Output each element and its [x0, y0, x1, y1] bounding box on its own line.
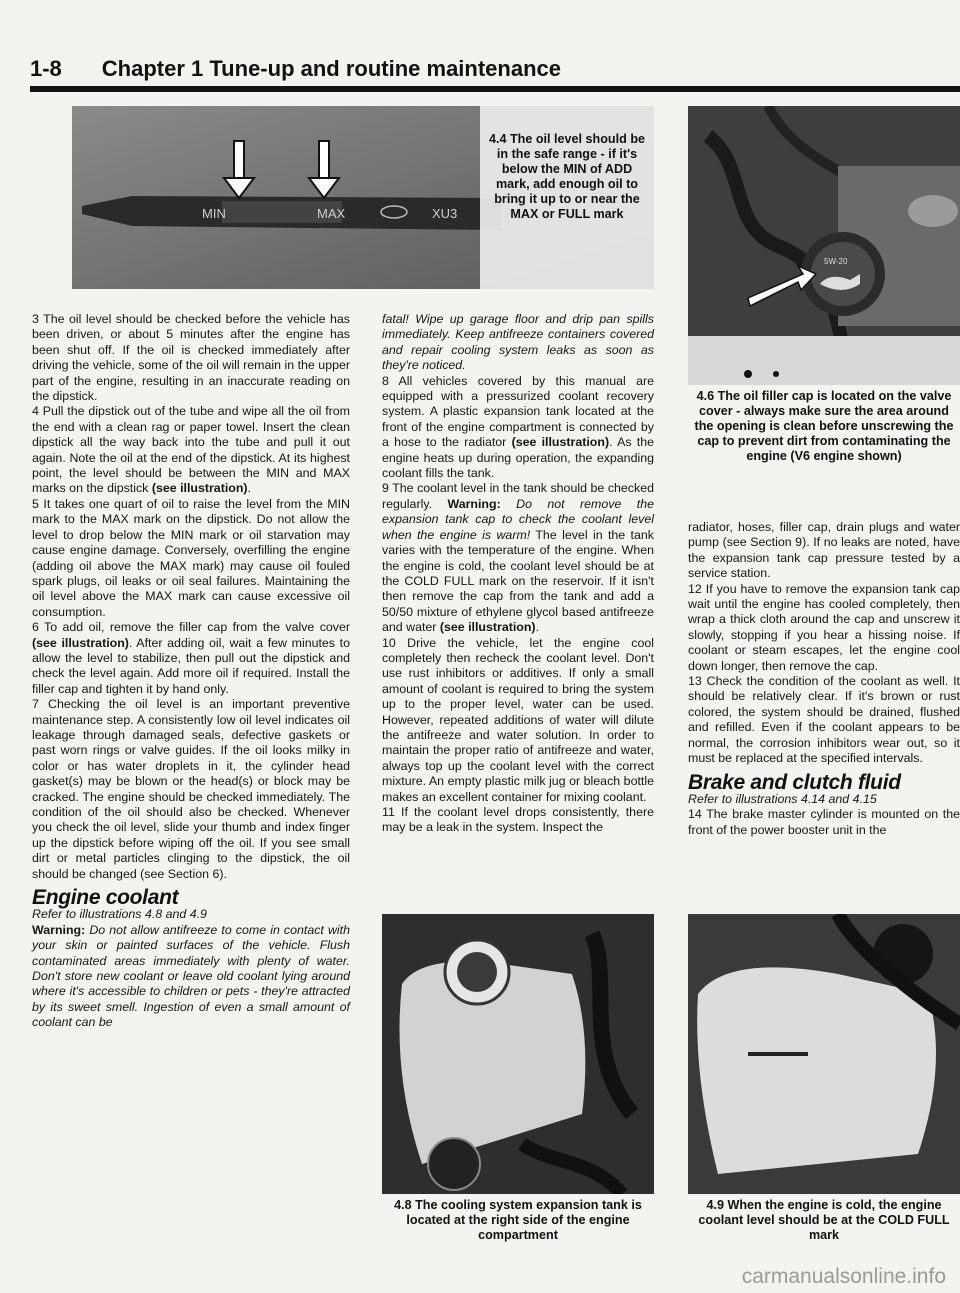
chapter-title: Chapter 1 Tune-up and routine maintenance: [101, 56, 561, 81]
paragraph-11-continued: radiator, hoses, filler cap, drain plugs and water pump (see Section 9). If no leaks are noted, have the expansion tank cap pressure tested by a service station.: [688, 520, 960, 581]
cap-grade-label: 5W-20: [824, 257, 848, 266]
dipstick-min-label: MIN: [202, 206, 226, 221]
figure-4-6-photo: [688, 106, 960, 385]
figure-4-9-caption: 4.9 When the engine is cold, the engine coolant level should be at the COLD FULL mark: [698, 1198, 950, 1242]
dipstick-max-label: MAX: [317, 206, 346, 221]
figure-4-8-photo: [382, 914, 654, 1194]
paragraph-4: 4 Pull the dipstick out of the tube and wipe all the oil from the end with a clean rag or paper towel. Insert the clean dipstick all the way back into the tube and pull it out again. Note the oil at the end of the dipstick. At its highest point, the level should be between the MIN and MAX marks on the dipstick (see illustration).: [32, 404, 350, 496]
figure-4-4-caption: 4.4 The oil level should be in the safe range - if it's below the MIN of ADD mark, add enough oil to bring it up to or near the MAX or FULL mark: [488, 132, 646, 221]
text-column-1: [32, 312, 350, 1031]
paragraph-3: 3 The oil level should be checked before the vehicle has been driven, or about 5 minutes after the engine has been shut off. If the oil is checked immediately after driving the vehicle, some of the oil will remain in the upper part of the engine, resulting in an inaccurate reading on the dipstick.: [32, 312, 350, 404]
figure-4-8-caption: 4.8 The cooling system expansion tank is located at the right side of the engine compartment: [394, 1198, 642, 1242]
paragraph-8: 8 All vehicles covered by this manual are equipped with a pressurized coolant recovery system. A plastic expansion tank located at the front of the engine compartment is connected by a hose to the radiator (see illustration). As the engine heats up during operation, the expanding coolant fills the tank.: [382, 373, 655, 481]
section-title-engine-coolant: Engine coolant: [32, 886, 179, 910]
paragraph-14: 14 The brake master cylinder is mounted on the front of the power booster unit in the: [688, 807, 960, 837]
coolant-tank-image: [382, 914, 654, 1194]
figure-4-6-caption: 4.6 The oil filler cap is located on the valve cover - always make sure the area around the opening is clean before unscrewing the cap to prevent dirt from contaminating the engine (V6 engine shown): [694, 389, 954, 463]
ford-logo-icon: [908, 195, 958, 227]
figure-4-4-photo: [72, 106, 654, 289]
paragraph-13: 13 Check the condition of the coolant as well. It should be relatively clear. If it's brown or rust colored, the system should be drained, flushed and refilled. Even if the coolant appears to be normal, the corrosion inhibitors wear out, so it must be replaced at the specified intervals.: [688, 674, 960, 766]
text-column-3: [688, 520, 960, 838]
coolant-level-image: [688, 914, 960, 1194]
section-title-brake-clutch-fluid: Brake and clutch fluid: [688, 770, 901, 794]
paragraph-7: 7 Checking the oil level is an important preventive maintenance step. A consistently low oil level indicates oil leakage through damaged seals, defective gaskets or past worn rings or valve guides. If the oil looks milky in color or has water droplets in it, the cylinder head gasket(s) may be blown or the head(s) or block may be cracked. The engine should be checked immediately. The condition of the oil should also be checked. Whenever you check the oil level, slide your thumb and index finger up the dipstick before wiping off the oil. If you see small dirt or metal particles clinging to the dipstick, the oil should be changed (see Section 6).: [32, 697, 350, 881]
text-column-2: [382, 312, 654, 836]
page-header: [30, 56, 561, 82]
section-reference: Refer to illustrations 4.14 and 4.15: [688, 791, 877, 806]
oil-filler-cap-image: [688, 106, 960, 385]
watermark: carmanualsonline.info: [741, 1265, 946, 1288]
header-rule: [30, 86, 960, 92]
warning-continuation: fatal! Wipe up garage floor and drip pan spills immediately. Keep antifreeze containers covered and repair cooling system leaks as soon as they're noticed.: [382, 312, 654, 373]
paragraph-6: 6 To add oil, remove the filler cap from the valve cover (see illustration). After adding oil, wait a few minutes to allow the level to stabilize, then pull out the dipstick and check the level again. Add more oil if required. Install the filler cap and tighten it by hand only.: [32, 620, 350, 696]
dipstick-xu3-label: XU3: [432, 206, 458, 221]
coolant-reservoir: [697, 967, 936, 1174]
section-reference: Refer to illustrations 4.8 and 4.9: [32, 907, 207, 922]
paragraph-12: 12 If you have to remove the expansion tank cap wait until the engine has cooled completely, then wrap a thick cloth around the cap and unscrew it slowly, stopping if you hear a hissing noise. If coolant or steam escapes, let the engine cool down longer, then remove the cap.: [688, 581, 960, 673]
page-number: 1-8: [30, 56, 62, 81]
warning-paragraph: Warning: Do not allow antifreeze to come in contact with your skin or painted surfaces of the vehicle. Flush contaminated areas immediately with plenty of water. Don't store new coolant or leave old coolant lying around where it's accessible to children or pets - they're attracted by its sweet smell. Ingestion of even a small amount of coolant can be: [32, 922, 350, 1030]
paragraph-11: 11 If the coolant level drops consistently, there may be a leak in the system. Inspect the: [382, 805, 654, 835]
figure-4-9-photo: [688, 914, 960, 1194]
paragraph-9: 9 The coolant level in the tank should be checked regularly. Warning: Do not remove the expansion tank cap to check the coolant level when the engine is warm! The level in the tank varies with the temperature of the engine. When the engine is cold, the coolant level should be at the COLD FULL mark on the reservoir. If it isn't then remove the cap from the tank and add a 50/50 mixture of ethylene glycol based antifreeze and water (see illustration).: [382, 481, 655, 635]
paragraph-5: 5 It takes one quart of oil to raise the level from the MIN mark to the MAX mark on the dipstick. Do not allow the level to drop below the MIN mark or oil starvation may cause engine damage. Conversely, overfilling the engine (adding oil above the MAX mark) may cause oil fouled spark plugs, oil leaks or oil seal failures. Maintaining the oil level above the MAX mark can cause excessive oil consumption.: [32, 496, 350, 619]
paragraph-10: 10 Drive the vehicle, let the engine cool completely then recheck the coolant level. Don't use rust inhibitors or additives. If only a small amount of coolant is required to bring the system up to the proper level, water can be used. However, repeated additions of water will dilute the antifreeze and water solution. In order to maintain the proper ratio of antifreeze and water, always top up the coolant level with the correct mixture. An empty plastic milk jug or bleach bottle makes an excellent container for mixing coolant.: [382, 635, 654, 804]
